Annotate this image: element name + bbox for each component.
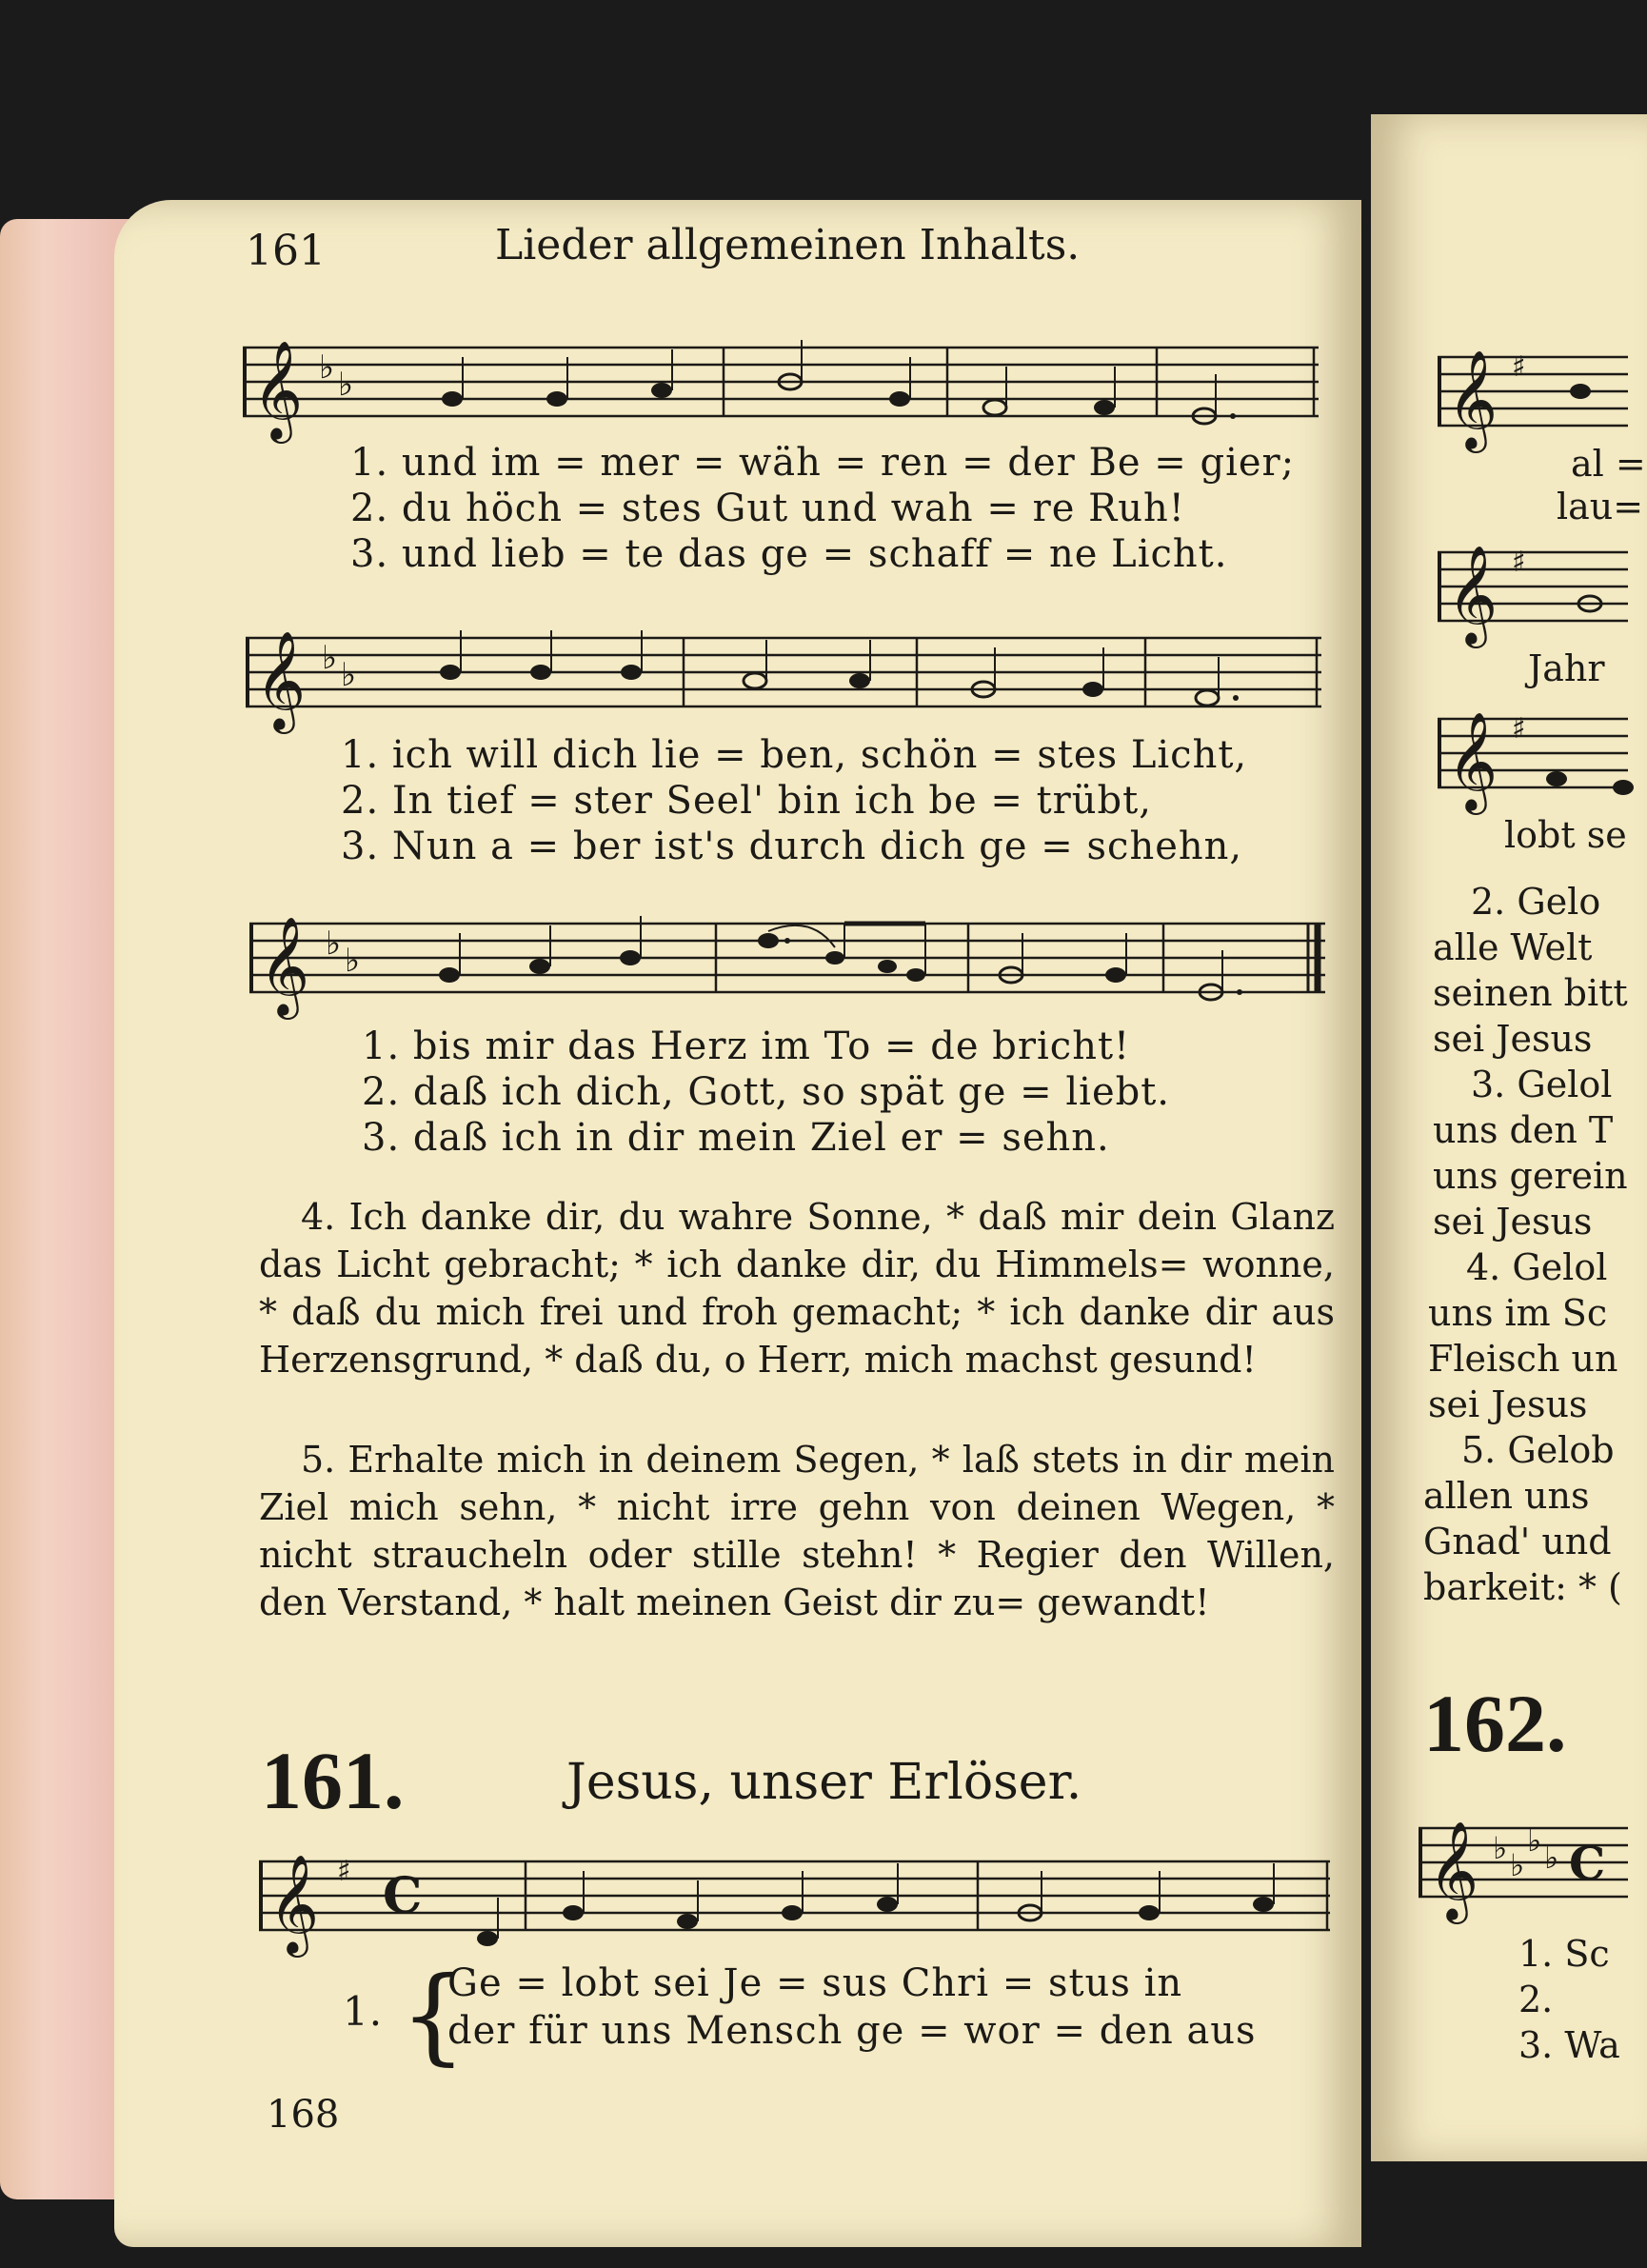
svg-text:𝄞: 𝄞 <box>268 1854 320 1954</box>
system2-line1: 1. ich will dich lie = ben, schön = stes Licht, <box>341 733 1248 777</box>
svg-text:♭: ♭ <box>1510 1847 1525 1883</box>
right-line-13: 5. Gelob <box>1461 1429 1615 1471</box>
hymn-title: Jesus, unser Erlöser. <box>566 1754 1082 1811</box>
svg-text:♭: ♭ <box>338 366 354 404</box>
svg-text:♯: ♯ <box>337 1855 351 1888</box>
svg-text:♯: ♯ <box>1512 712 1526 746</box>
right-line-3: seinen bitt <box>1433 972 1628 1014</box>
hymn-line-1: Ge = lobt sei Je = sus Chri = stus in <box>447 1961 1183 2005</box>
right-lyric-2: lau= <box>1557 486 1644 527</box>
right-line-14: allen uns <box>1423 1475 1590 1517</box>
svg-text:𝄞: 𝄞 <box>1447 545 1498 645</box>
svg-text:C: C <box>1569 1838 1606 1891</box>
header-hymn-number: 161 <box>246 227 326 275</box>
svg-text:𝄞: 𝄞 <box>252 340 304 440</box>
svg-text:𝄞: 𝄞 <box>1428 1820 1479 1920</box>
system1-line2: 2. du höch = stes Gut und wah = re Ruh! <box>350 487 1185 530</box>
verse-5: 5. Erhalte mich in deinem Segen, * laß stets in dir mein Ziel mich sehn, * nicht irre gehn von deinen Wegen, * nicht straucheln oder stille stehn! * Regier den Willen, den Verstand, * halt meinen Geist dir zu= gewandt! <box>259 1439 1335 1623</box>
right-line-1: 2. Gelo <box>1471 881 1601 923</box>
svg-text:♭: ♭ <box>1527 1822 1542 1859</box>
hymn-verse-label: 1. <box>343 1988 384 2035</box>
right-line-16: barkeit: * ( <box>1423 1566 1622 1608</box>
right-line-15: Gnad' und <box>1423 1521 1612 1562</box>
brace: { <box>400 1954 466 2076</box>
right-line-2: alle Welt <box>1433 926 1593 968</box>
svg-text:♭: ♭ <box>341 656 357 694</box>
right-line-5: 3. Gelol <box>1471 1064 1613 1105</box>
system2-line3: 3. Nun a = ber ist's durch dich ge = schehn, <box>341 825 1243 868</box>
svg-text:♭: ♭ <box>345 942 361 980</box>
right-staff-3 <box>1438 700 1628 811</box>
right-line-4: sei Jesus <box>1433 1018 1593 1060</box>
staff-system-1 <box>243 328 1319 452</box>
system1-line1: 1. und im = mer = wäh = ren = der Be = gier; <box>350 441 1296 485</box>
svg-text:C: C <box>383 1867 423 1925</box>
right-line-10: uns im Sc <box>1428 1292 1608 1334</box>
page-number: 168 <box>267 2093 340 2137</box>
right-line-11: Fleisch un <box>1428 1338 1618 1380</box>
right-line-8: sei Jesus <box>1433 1201 1593 1243</box>
right-line-6: uns den T <box>1433 1109 1614 1151</box>
right-verse-2: 2. <box>1518 1979 1554 2020</box>
system3-line1: 1. bis mir das Herz im To = de bricht! <box>362 1025 1131 1068</box>
right-lyric-4: lobt se <box>1504 814 1627 856</box>
svg-text:♯: ♯ <box>1512 546 1526 579</box>
right-verse-1: 1. Sc <box>1518 1933 1610 1975</box>
svg-text:♭: ♭ <box>322 639 338 677</box>
system1-line3: 3. und lieb = te das ge = schaff = ne Licht. <box>350 532 1228 576</box>
verse-4: 4. Ich danke dir, du wahre Sonne, * daß mir dein Glanz das Licht gebracht; * ich danke dir, du Himmels= wonne, * daß du mich frei und froh gemacht; * ich danke dir aus Herzensgrund, * daß du, o Herr, mich machst gesund! <box>259 1196 1335 1381</box>
staff-hymn-161 <box>259 1842 1330 1966</box>
right-lyric-1: al = <box>1571 443 1646 485</box>
svg-text:♯: ♯ <box>1512 350 1526 384</box>
hymn-line-2: der für uns Mensch ge = wor = den aus <box>447 2009 1257 2053</box>
svg-text:𝄞: 𝄞 <box>255 630 307 730</box>
right-verse-3: 3. Wa <box>1518 2024 1620 2066</box>
right-staff-1 <box>1438 338 1628 449</box>
right-lyric-3: Jahr <box>1528 647 1605 689</box>
staff-system-2 <box>246 609 1321 733</box>
svg-text:𝄞: 𝄞 <box>259 916 310 1016</box>
right-line-12: sei Jesus <box>1428 1383 1588 1425</box>
right-line-7: uns gerein <box>1433 1155 1628 1197</box>
svg-text:♭: ♭ <box>1493 1830 1508 1866</box>
svg-text:♭: ♭ <box>319 348 335 387</box>
right-staff-2 <box>1438 533 1628 645</box>
svg-text:𝄞: 𝄞 <box>1447 711 1498 811</box>
running-title: Lieder allgemeinen Inhalts. <box>495 221 1081 269</box>
right-staff-4 <box>1419 1809 1628 1920</box>
svg-text:𝄞: 𝄞 <box>1447 349 1498 449</box>
hymn-number: 161. <box>261 1735 405 1826</box>
right-hymn-number: 162. <box>1423 1678 1567 1769</box>
staff-system-3 <box>249 905 1325 1028</box>
svg-text:♭: ♭ <box>326 925 342 963</box>
right-line-9: 4. Gelol <box>1466 1246 1608 1288</box>
system2-line2: 2. In tief = ster Seel' bin ich be = trübt, <box>341 779 1152 823</box>
system3-line2: 2. daß ich dich, Gott, so spät ge = liebt. <box>362 1070 1171 1114</box>
svg-text:♭: ♭ <box>1544 1840 1559 1876</box>
system3-line3: 3. daß ich in dir mein Ziel er = sehn. <box>362 1116 1110 1160</box>
